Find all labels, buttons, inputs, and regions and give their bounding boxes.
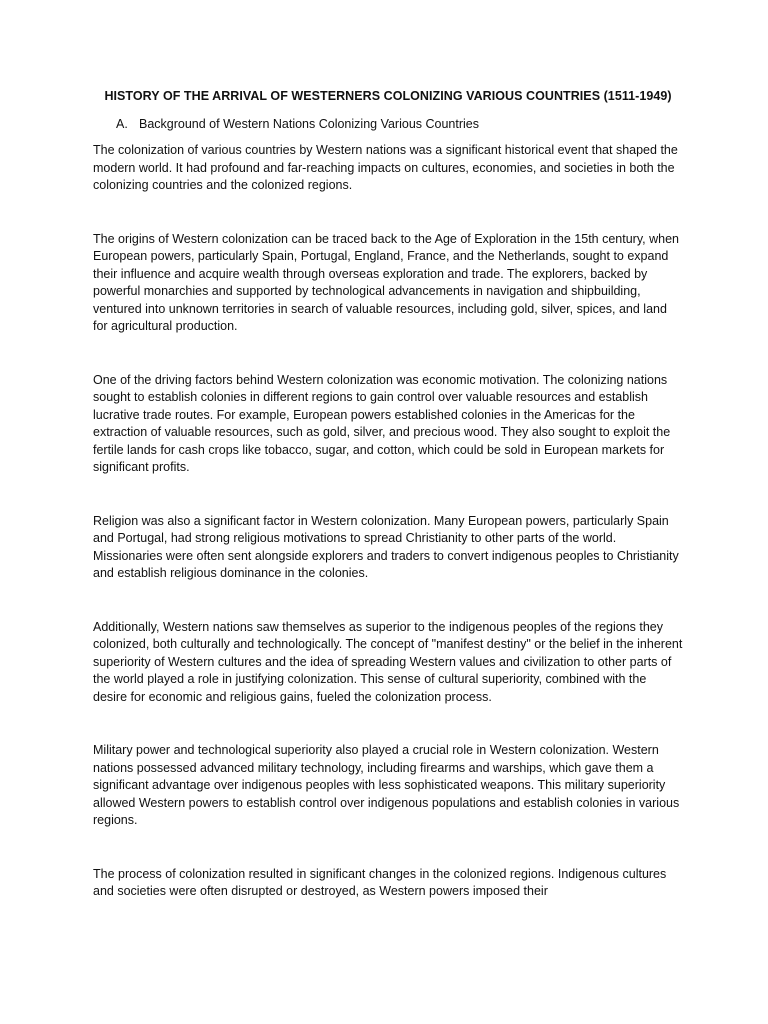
- paragraph-origins: The origins of Western colonization can be traced back to the Age of Exploration in the 15th century, when European powers, particularly Spain, Portugal, England, France, and the Netherlands, sought to expand their influence and acquire wealth through overseas exploration and trade. The explorers, backed by powerful monarchies and supported by technological advancements in navigation and shipbuilding, ventured into unknown territories in search of valuable resources, including gold, silver, spices, and land for agricultural production.: [93, 231, 679, 333]
- document-body: [93, 88, 683, 901]
- section-letter: A.: [116, 116, 128, 131]
- section-heading-text: Background of Western Nations Colonizing Various Countries: [139, 116, 479, 131]
- paragraph-superiority: Additionally, Western nations saw themselves as superior to the indigenous peoples of the regions they colonized, both culturally and technologically. The concept of "manifest destiny" or the belief in the inherent superiority of Western cultures and the idea of spreading Western values and civilization to other parts of the world played a role in justifying colonization. This sense of cultural superiority, combined with the desire for economic and religious gains, fueled the colonization process.: [93, 619, 683, 704]
- paragraph-economic: One of the driving factors behind Western colonization was economic motivation. The colonizing nations sought to establish colonies in different regions to gain control over valuable resources and establish lucrative trade routes. For example, European powers established colonies in the Americas for the extraction of valuable resources, such as gold, silver, and precious wood. They also sought to exploit the fertile lands for cash crops like tobacco, sugar, and cotton, which could be sold in European markets for significant profits.: [93, 372, 671, 474]
- document-title: HISTORY OF THE ARRIVAL OF WESTERNERS COLONIZING VARIOUS COUNTRIES (1511-1949): [104, 89, 672, 103]
- paragraph-religion: Religion was also a significant factor in Western colonization. Many European powers, particularly Spain and Portugal, had strong religious motivations to spread Christianity to other parts of the world. Missionaries were often sent alongside explorers and traders to convert indigenous peoples to Christianity and establish religious dominance in the colonies.: [93, 513, 679, 580]
- paragraph-intro: The colonization of various countries by Western nations was a significant historical event that shaped the modern world. It had profound and far-reaching impacts on cultures, economies, and societies in both the colonizing countries and the colonized regions.: [93, 143, 678, 192]
- paragraph-changes: The process of colonization resulted in significant changes in the colonized regions. Indigenous cultures and societies were often disrupted or destroyed, as Western powers imposed their: [93, 866, 667, 898]
- section-heading: [93, 116, 683, 134]
- paragraph-military: Military power and technological superiority also played a crucial role in Western colonization. Western nations possessed advanced military technology, including firearms and warships, which gave them a significant advantage over indigenous peoples with less sophisticated weapons. This military superiority allowed Western powers to establish control over indigenous populations and establish colonies in various regions.: [93, 743, 680, 827]
